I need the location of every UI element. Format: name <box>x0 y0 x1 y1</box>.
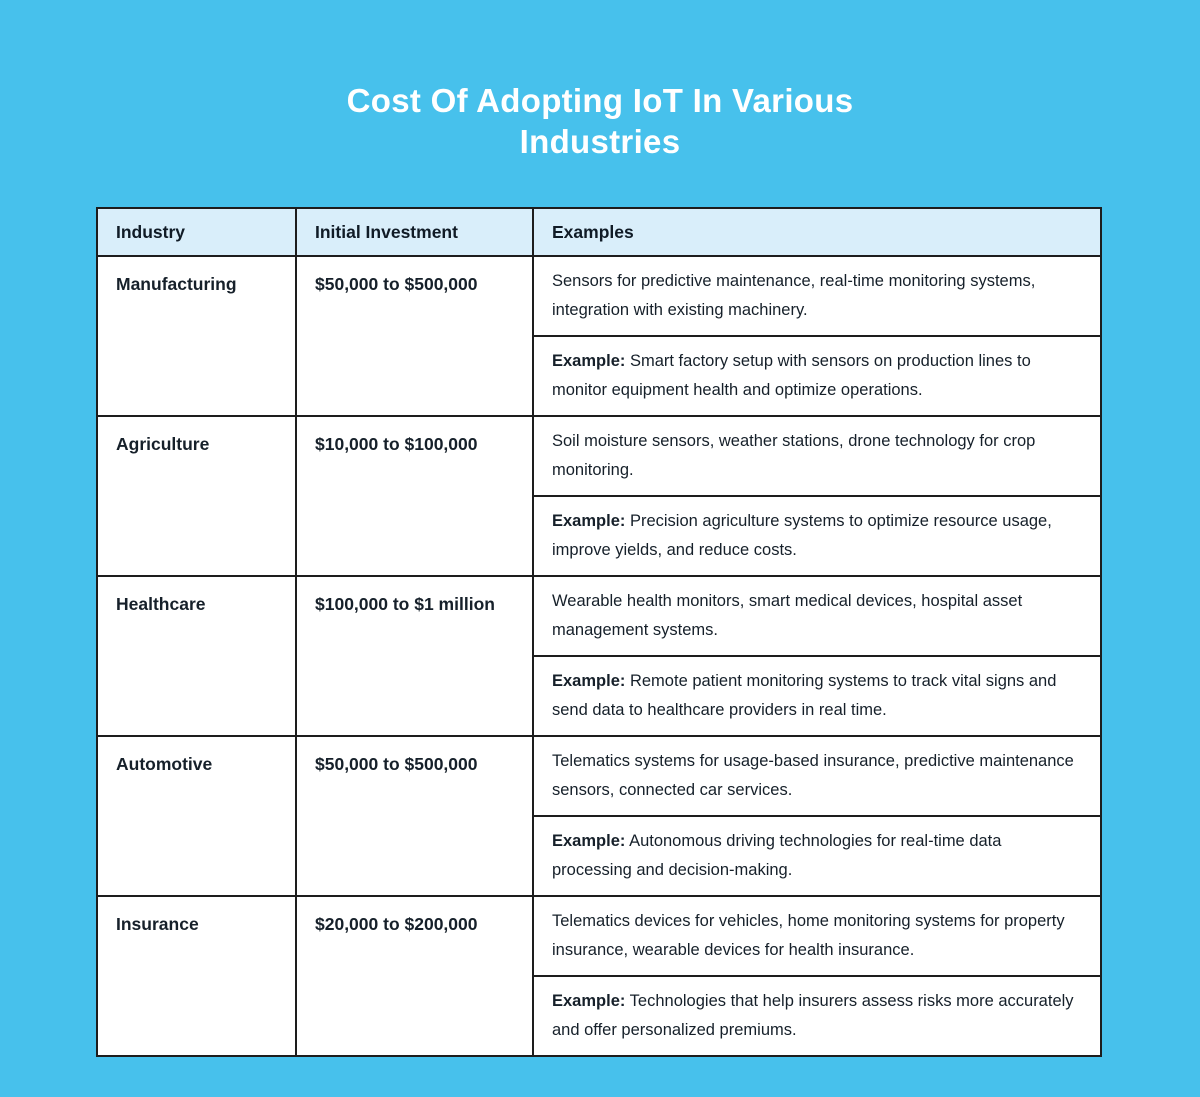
example-label: Example: <box>552 512 626 530</box>
investment-cell: $10,000 to $100,000 <box>296 416 533 576</box>
example-label: Example: <box>552 672 626 690</box>
table-row <box>97 736 1101 816</box>
example-label: Example: <box>552 992 626 1010</box>
example-cell <box>533 336 1101 416</box>
table-row <box>97 416 1101 496</box>
table-body <box>97 256 1101 1056</box>
example-cell <box>533 496 1101 576</box>
industry-cell: Insurance <box>97 896 296 1056</box>
industry-cell: Healthcare <box>97 576 296 736</box>
examples-description-cell: Wearable health monitors, smart medical devices, hospital asset management systems. <box>533 576 1101 656</box>
example-text: Remote patient monitoring systems to track vital signs and send data to healthcare providers in real time. <box>552 672 1057 719</box>
example-cell <box>533 656 1101 736</box>
industry-cell: Automotive <box>97 736 296 896</box>
table-row <box>97 896 1101 976</box>
investment-cell: $100,000 to $1 million <box>296 576 533 736</box>
example-text: Smart factory setup with sensors on production lines to monitor equipment health and optimize operations. <box>552 352 1031 399</box>
industry-cell: Agriculture <box>97 416 296 576</box>
investment-cell: $50,000 to $500,000 <box>296 736 533 896</box>
example-cell <box>533 816 1101 896</box>
example-text: Technologies that help insurers assess risks more accurately and offer personalized premiums. <box>552 992 1074 1039</box>
investment-cell: $50,000 to $500,000 <box>296 256 533 416</box>
page-title <box>0 80 1200 162</box>
example-text: Autonomous driving technologies for real-time data processing and decision-making. <box>552 832 1002 879</box>
example-cell <box>533 976 1101 1056</box>
examples-description-cell: Telematics systems for usage-based insurance, predictive maintenance sensors, connected car services. <box>533 736 1101 816</box>
example-text: Precision agriculture systems to optimize resource usage, improve yields, and reduce costs. <box>552 512 1052 559</box>
table-header-row <box>97 208 1101 256</box>
table-row <box>97 256 1101 336</box>
example-label: Example: <box>552 352 626 370</box>
column-header-examples: Examples <box>533 208 1101 256</box>
investment-cell: $20,000 to $200,000 <box>296 896 533 1056</box>
page-title-line1: Cost Of Adopting IoT In Various <box>346 82 854 119</box>
table-row <box>97 576 1101 656</box>
examples-description-cell: Telematics devices for vehicles, home monitoring systems for property insurance, wearable devices for health insurance. <box>533 896 1101 976</box>
example-label: Example: <box>552 832 626 850</box>
column-header-initial-investment: Initial Investment <box>296 208 533 256</box>
examples-description-cell: Sensors for predictive maintenance, real-time monitoring systems, integration with existing machinery. <box>533 256 1101 336</box>
page-title-line2: Industries <box>519 123 681 160</box>
column-header-industry: Industry <box>97 208 296 256</box>
iot-cost-table <box>96 207 1102 1057</box>
iot-cost-table-container <box>96 207 1100 1057</box>
examples-description-cell: Soil moisture sensors, weather stations, drone technology for crop monitoring. <box>533 416 1101 496</box>
industry-cell: Manufacturing <box>97 256 296 416</box>
